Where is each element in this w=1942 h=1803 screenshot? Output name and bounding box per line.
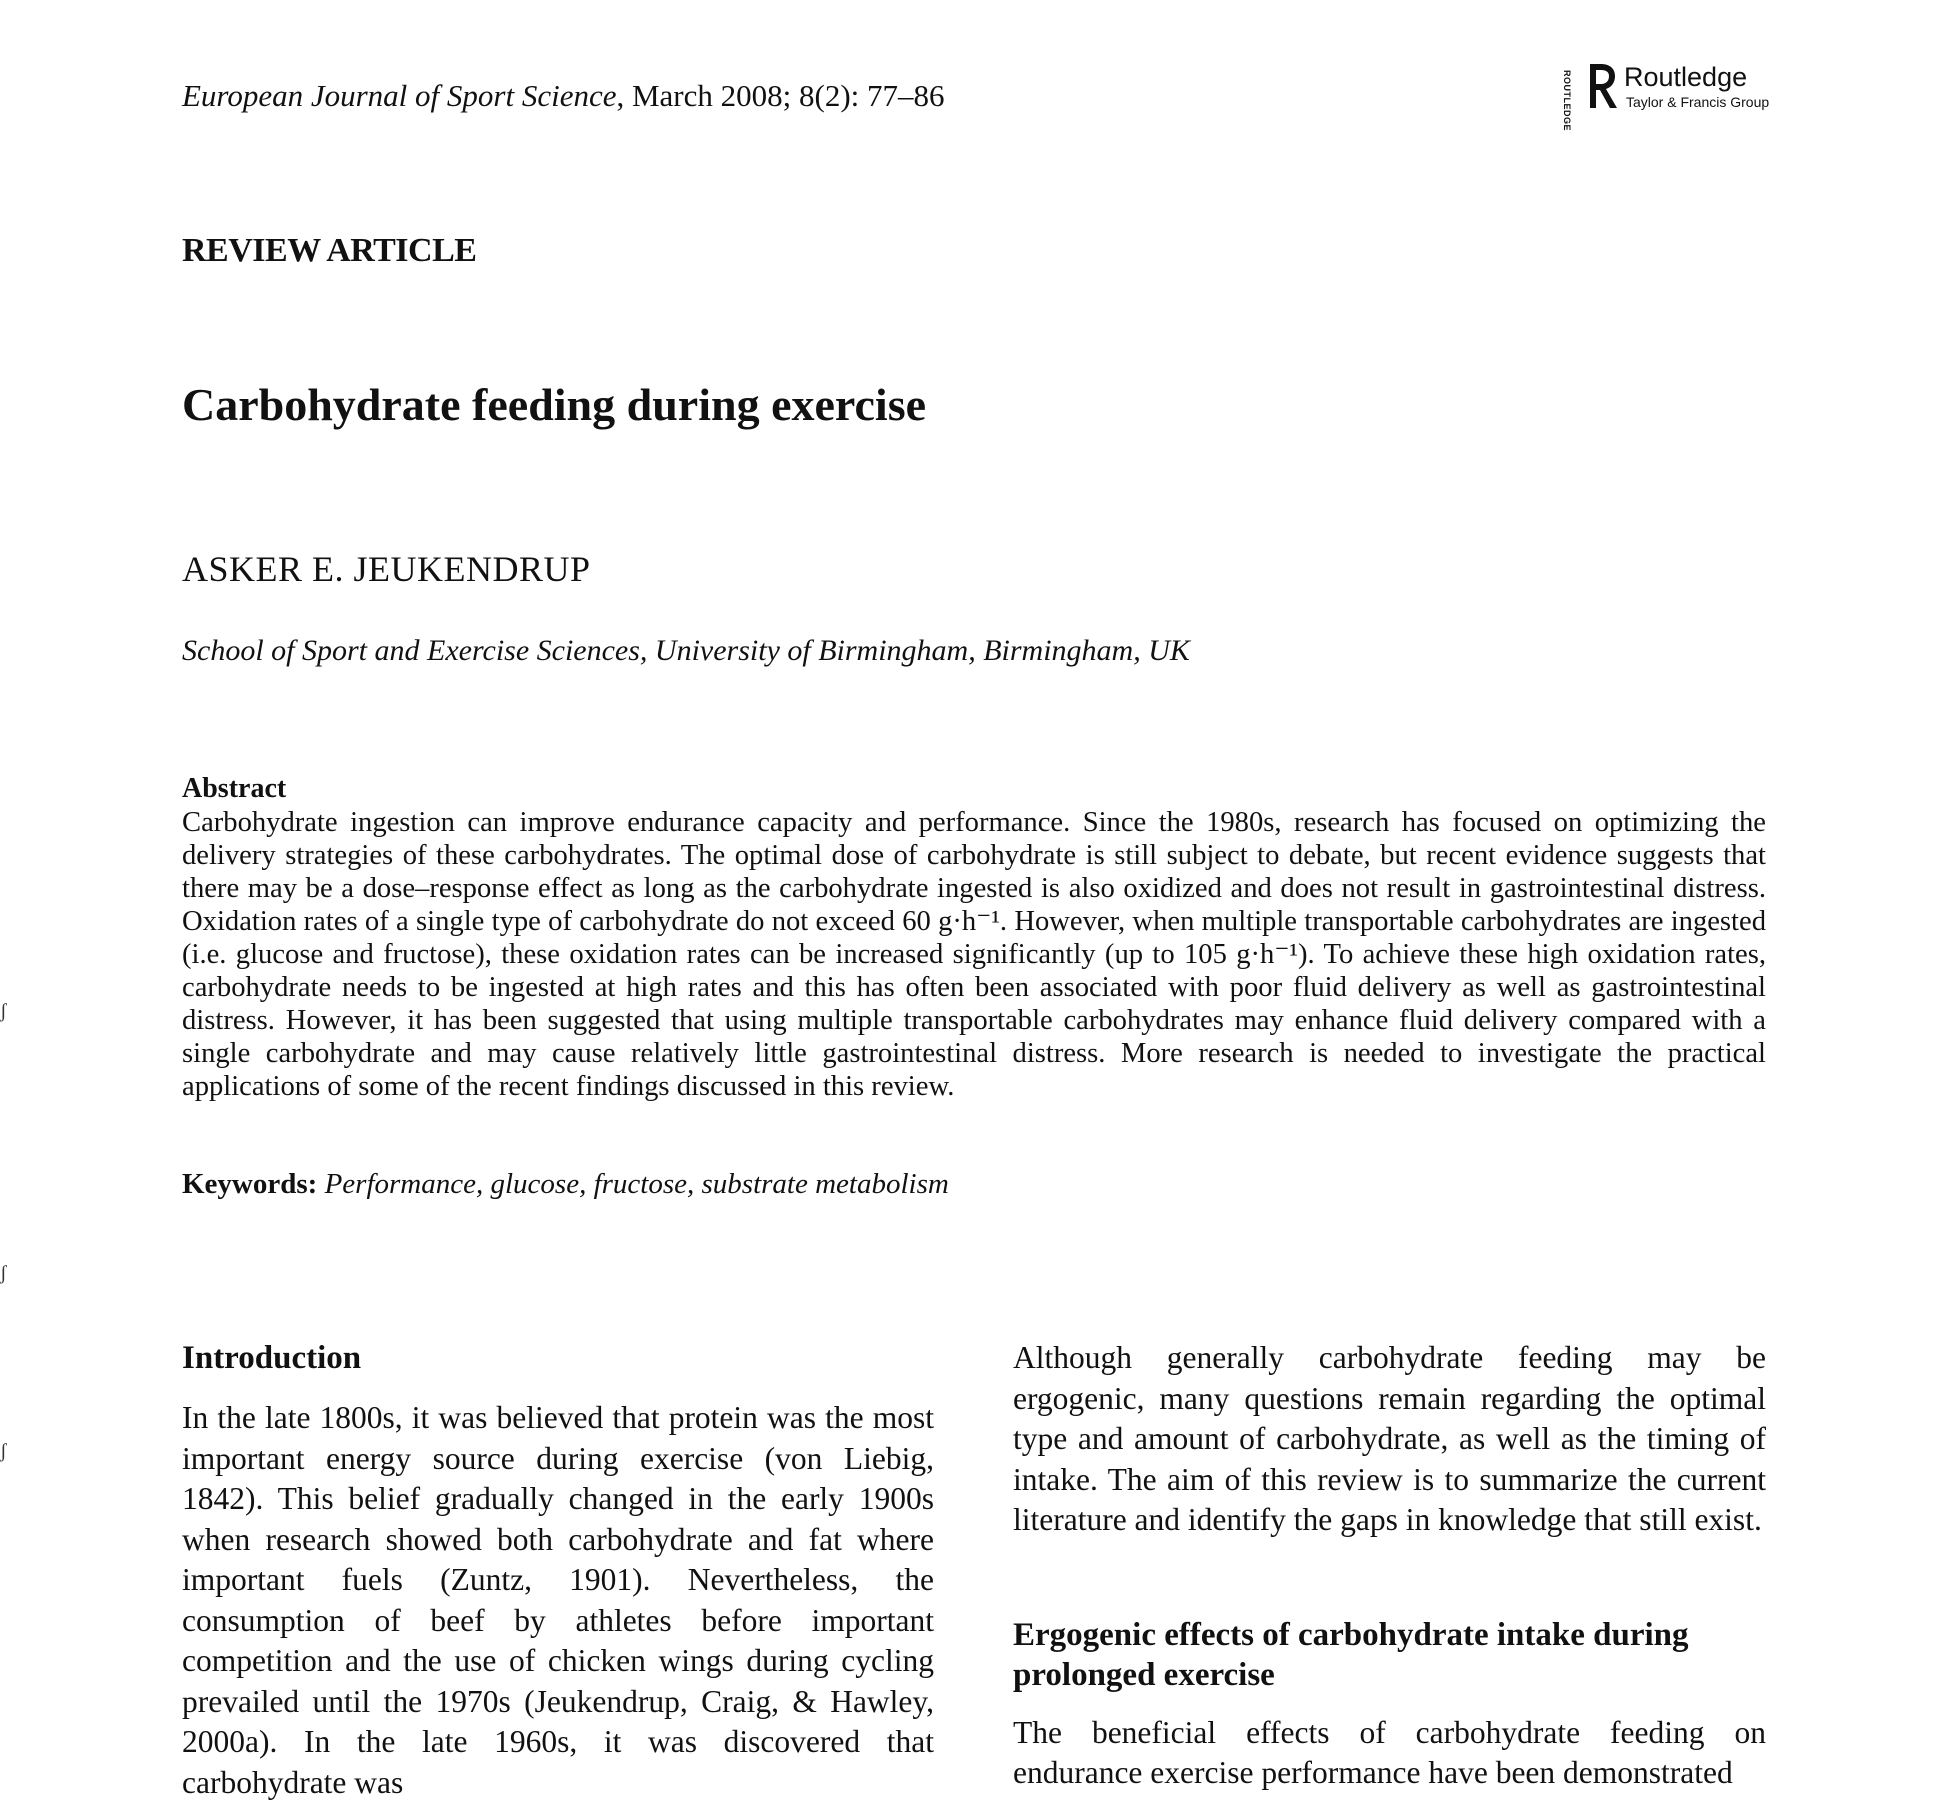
publisher-logo [1562, 60, 1770, 132]
keywords [182, 1168, 949, 1201]
publisher-group: Taylor & Francis Group [1626, 94, 1770, 110]
article-title: Carbohydrate feeding during exercise [182, 379, 927, 430]
introduction-heading: Introduction [182, 1340, 362, 1376]
intro-continued-text: Although generally carbohydrate feeding may be ergogenic, many questions remain regarding the optimal type and amount of carbohydrate, as well as the timing of intake. The aim of this review is to summarize the current literature and identify the gaps in knowledge that still exist. [1013, 1340, 1766, 1537]
journal-name: European Journal of Sport Science [182, 78, 617, 113]
margin-mark: ʃ [0, 1440, 7, 1462]
margin-mark: ʃ [0, 1000, 7, 1022]
author-name: ASKER E. JEUKENDRUP [182, 549, 591, 589]
right-column [1013, 1338, 1766, 1794]
section-heading-ergogenic: Ergogenic effects of carbohydrate intake during prolonged exercise [1013, 1616, 1689, 1693]
section-ergogenic-text: The beneficial effects of carbohydrate feeding on endurance exercise performance have been demonstrated [1013, 1714, 1766, 1790]
publisher-vertical-text: ROUTLEDGE [1562, 70, 1572, 132]
journal-issue: , March 2008; 8(2): 77–86 [616, 78, 945, 113]
keywords-label: Keywords: [182, 1168, 318, 1200]
margin-mark: ʃ [0, 1262, 7, 1284]
abstract-text: Carbohydrate ingestion can improve endurance capacity and performance. Since the 1980s, research has focused on optimizing the delivery strategies of these carbohydrates. The optimal dose of carbohydrate is still subject to debate, but recent evidence suggests that there may be a dose–response effect as long as the carbohydrate ingested is also oxidized and does not result in gastrointestinal distress. Oxidation rates of a single type of carbohydrate do not exceed 60 g·h⁻¹. However, when multiple transportable carbohydrates are ingested (i.e. glucose and fructose), these oxidation rates can be increased significantly (up to 105 g·h⁻¹). To achieve these high oxidation rates, carbohydrate needs to be ingested at high rates and this has often been associated with poor fluid delivery as well as gastrointestinal distress. However, it has been suggested that using multiple transportable carbohydrates may enhance fluid delivery compared with a single carbohydrate and may cause relatively little gastrointestinal distress. More research is needed to investigate the practical applications of some of the recent findings discussed in this review. [182, 807, 1766, 1102]
keywords-values: Performance, glucose, fructose, substrate metabolism [324, 1168, 949, 1200]
left-column [182, 1338, 934, 1803]
author-affiliation: School of Sport and Exercise Sciences, University of Birmingham, Birmingham, UK [182, 634, 1190, 667]
introduction-text: In the late 1800s, it was believed that protein was the most important energy source during exercise (von Liebig, 1842). This belief gradually changed in the early 1900s when research showed both carbohydrate and fat where important fuels (Zuntz, 1901). Nevertheless, the consumption of beef by athletes before important competition and the use of chicken wings during cycling prevailed until the 1970s (Jeukendrup, Craig, & Hawley, 2000a). In the late 1960s, it was discovered that carbohydrate was [182, 1400, 934, 1800]
article-type: REVIEW ARTICLE [182, 232, 477, 269]
publisher-name: Routledge [1624, 62, 1748, 92]
abstract-heading: Abstract [182, 773, 287, 804]
routledge-r-icon [1578, 60, 1618, 112]
journal-citation [182, 78, 945, 114]
